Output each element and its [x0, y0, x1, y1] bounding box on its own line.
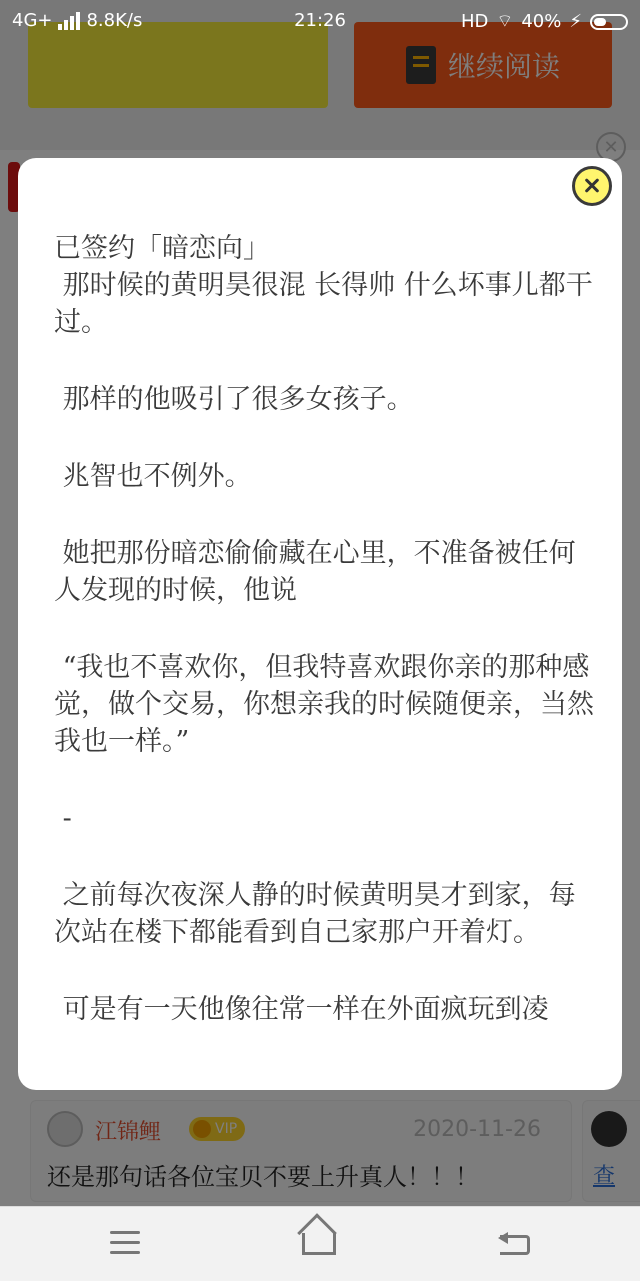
paragraph: 之前每次夜深人静的时候黄明昊才到家，每次站在楼下都能看到自己家那户开着灯。 — [54, 880, 576, 948]
paragraph: - — [54, 803, 72, 834]
paragraph: 已签约「暗恋向」 那时候的黄明昊很混 长得帅 什么坏事儿都干过。 — [54, 233, 593, 338]
wifi-icon: ⌔ — [496, 11, 514, 32]
status-bar — [0, 0, 640, 44]
menu-icon[interactable] — [110, 1231, 140, 1255]
paragraph: 可是有一天他像往常一样在外面疯玩到凌 — [54, 994, 549, 1025]
home-icon[interactable] — [302, 1233, 336, 1255]
paragraph: “我也不喜欢你，但我特喜欢跟你亲的那种感觉，做个交易，你想亲我的时候随便亲，当然我也一样。” — [54, 652, 594, 757]
hd-indicator: HD — [461, 11, 489, 32]
battery-percent: 40% — [521, 11, 562, 32]
modal-content[interactable] — [54, 230, 594, 1052]
battery-fill — [594, 18, 606, 26]
network-speed: 8.8K/s — [86, 10, 143, 31]
paragraph: 兆智也不例外。 — [54, 461, 252, 492]
status-time: 21:26 — [294, 10, 346, 31]
paragraph: 她把那份暗恋偷偷藏在心里，不准备被任何人发现的时候，他说 — [54, 538, 576, 606]
battery-icon — [590, 14, 628, 30]
paragraph: 那样的他吸引了很多女孩子。 — [54, 384, 414, 415]
close-icon[interactable] — [572, 166, 612, 206]
navigation-bar — [0, 1206, 640, 1281]
charging-icon: ⚡ — [569, 11, 582, 32]
back-icon[interactable] — [500, 1235, 530, 1255]
reading-modal — [18, 158, 622, 1090]
status-right — [461, 10, 628, 33]
network-type: 4G+ — [12, 10, 53, 31]
